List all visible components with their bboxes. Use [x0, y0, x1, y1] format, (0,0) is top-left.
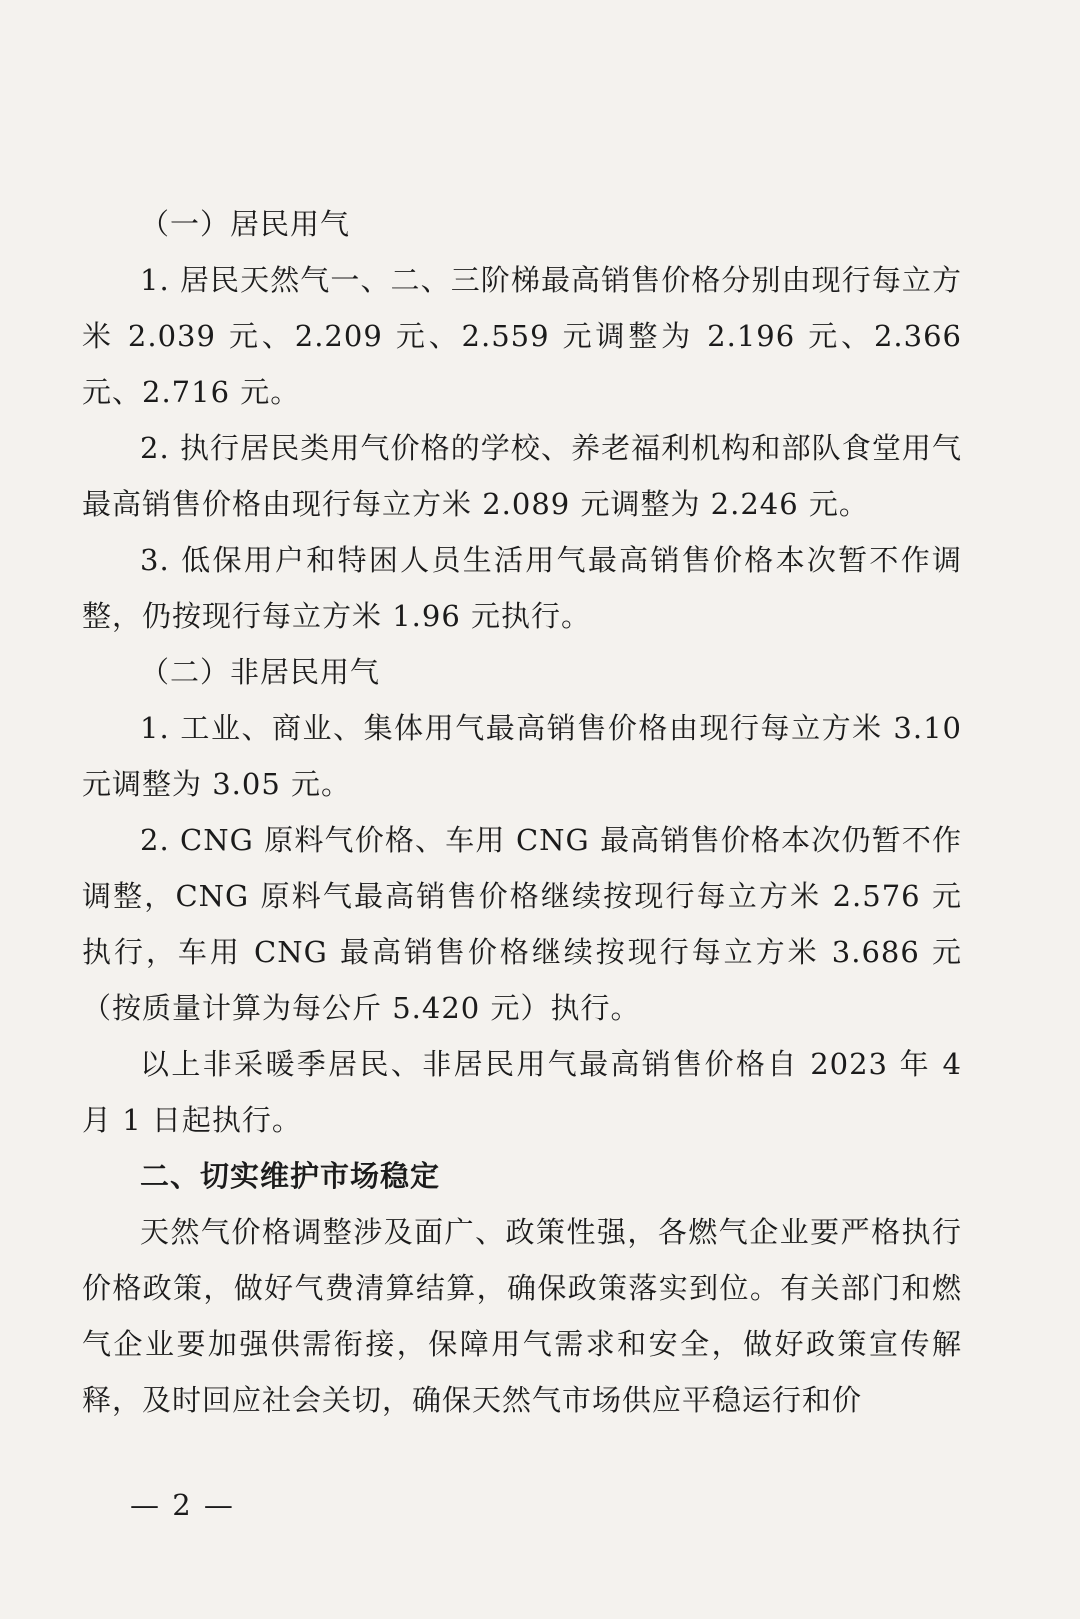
paragraph-low-income-prices: 3. 低保用户和特困人员生活用气最高销售价格本次暂不作调整，仍按现行每立方米 1.96 元执行。: [82, 543, 962, 633]
section-heading-market-stability: 二、切实维护市场稳定: [140, 1159, 441, 1193]
section-subhead-non-residential: （二）非居民用气: [140, 655, 381, 689]
paragraph-market-stability: 天然气价格调整涉及面广、政策性强，各燃气企业要严格执行价格政策，做好气费清算结算，确保政策落实到位。有关部门和燃气企业要加强供需衔接，保障用气需求和安全，做好政策宣传解释，及时回应社会关切，确保天然气市场供应平稳运行和价: [82, 1215, 962, 1417]
section-subhead-residential: （一）居民用气: [140, 207, 351, 241]
paragraph-cng-prices: 2. CNG 原料气价格、车用 CNG 最高销售价格本次仍暂不作调整，CNG 原料气最高销售价格继续按现行每立方米 2.576 元执行，车用 CNG 最高销售价格继续按现行每立方米 3.686 元（按质量计算为每公斤 5.420 元）执行。: [82, 823, 962, 1025]
paragraph-residential-tier-prices: 1. 居民天然气一、二、三阶梯最高销售价格分别由现行每立方米 2.039 元、2.209 元、2.559 元调整为 2.196 元、2.366 元、2.716 元。: [82, 263, 962, 409]
page-number: — 2 —: [130, 1488, 235, 1522]
paragraph-effective-date: 以上非采暖季居民、非居民用气最高销售价格自 2023 年 4 月 1 日起执行。: [82, 1047, 962, 1137]
paragraph-industrial-prices: 1. 工业、商业、集体用气最高销售价格由现行每立方米 3.10 元调整为 3.05 元。: [82, 711, 962, 801]
paragraph-institution-prices: 2. 执行居民类用气价格的学校、养老福利机构和部队食堂用气最高销售价格由现行每立方米 2.089 元调整为 2.246 元。: [82, 431, 962, 521]
document-body: [82, 196, 962, 1428]
